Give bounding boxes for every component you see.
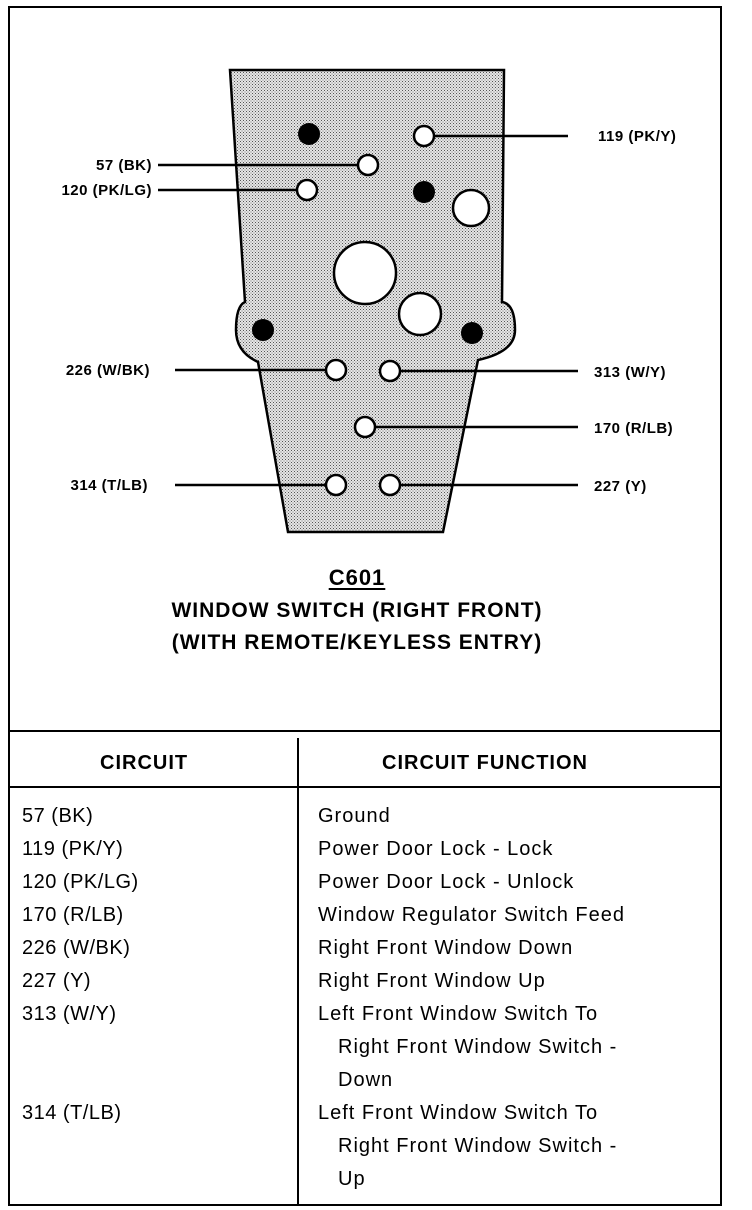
large-hole bbox=[453, 190, 489, 226]
table-row-circuit: 119 (PK/Y) bbox=[22, 838, 124, 860]
connector-title-line2: (WITH REMOTE/KEYLESS ENTRY) bbox=[171, 631, 543, 654]
table-row-circuit: 226 (W/BK) bbox=[22, 937, 131, 959]
pin-label-227: 227 (Y) bbox=[594, 478, 647, 495]
pin-label-313: 313 (W/Y) bbox=[594, 364, 667, 381]
table-row-circuit: 227 (Y) bbox=[22, 970, 92, 992]
connector-title-line1: WINDOW SWITCH (RIGHT FRONT) bbox=[171, 599, 543, 622]
large-hole bbox=[334, 242, 396, 304]
table-row-function: Right Front Window Switch - bbox=[338, 1135, 618, 1157]
pin-label-226: 226 (W/BK) bbox=[65, 362, 150, 379]
connector-id: C601 bbox=[328, 565, 386, 590]
solid-pin bbox=[413, 181, 435, 203]
table-column-divider bbox=[297, 738, 299, 1206]
pin-313 bbox=[380, 361, 400, 381]
table-row-function: Down bbox=[338, 1069, 394, 1091]
pin-label-119: 119 (PK/Y) bbox=[598, 128, 677, 145]
table-row-function: Right Front Window Switch - bbox=[338, 1036, 618, 1058]
pin-226 bbox=[326, 360, 346, 380]
pin-label-57: 57 (BK) bbox=[95, 157, 152, 174]
pin-120 bbox=[297, 180, 317, 200]
table-row-circuit: 170 (R/LB) bbox=[22, 904, 124, 926]
connector-title-block bbox=[0, 565, 714, 655]
table-row-function: Left Front Window Switch To bbox=[318, 1102, 599, 1124]
table-row-circuit: 314 (T/LB) bbox=[22, 1102, 122, 1124]
pin-170 bbox=[355, 417, 375, 437]
pin-314 bbox=[326, 475, 346, 495]
pin-label-170: 170 (R/LB) bbox=[594, 420, 674, 437]
table-row-function: Up bbox=[338, 1168, 366, 1190]
table-header-underline bbox=[8, 786, 722, 788]
header-circuit-function: CIRCUIT FUNCTION bbox=[382, 752, 588, 774]
connector-diagram bbox=[0, 0, 752, 560]
pin-227 bbox=[380, 475, 400, 495]
pin-119 bbox=[414, 126, 434, 146]
solid-pin bbox=[461, 322, 483, 344]
solid-pin bbox=[298, 123, 320, 145]
table-row-function: Power Door Lock - Unlock bbox=[318, 871, 575, 893]
pin-57 bbox=[358, 155, 378, 175]
table-top-border bbox=[8, 730, 722, 732]
table-row-circuit: 120 (PK/LG) bbox=[22, 871, 139, 893]
table-row-function: Ground bbox=[318, 805, 391, 827]
pin-label-120: 120 (PK/LG) bbox=[61, 182, 152, 199]
table-row-function: Left Front Window Switch To bbox=[318, 1003, 599, 1025]
table-row-function: Power Door Lock - Lock bbox=[318, 838, 554, 860]
table-row-circuit: 57 (BK) bbox=[22, 805, 94, 827]
table-row-function: Window Regulator Switch Feed bbox=[318, 904, 626, 926]
table-row-function: Right Front Window Down bbox=[318, 937, 574, 959]
table-row-circuit: 313 (W/Y) bbox=[22, 1003, 117, 1025]
large-hole bbox=[399, 293, 441, 335]
table-row-function: Right Front Window Up bbox=[318, 970, 546, 992]
header-circuit: CIRCUIT bbox=[100, 752, 189, 774]
solid-pin bbox=[252, 319, 274, 341]
pin-label-314: 314 (T/LB) bbox=[70, 477, 148, 494]
